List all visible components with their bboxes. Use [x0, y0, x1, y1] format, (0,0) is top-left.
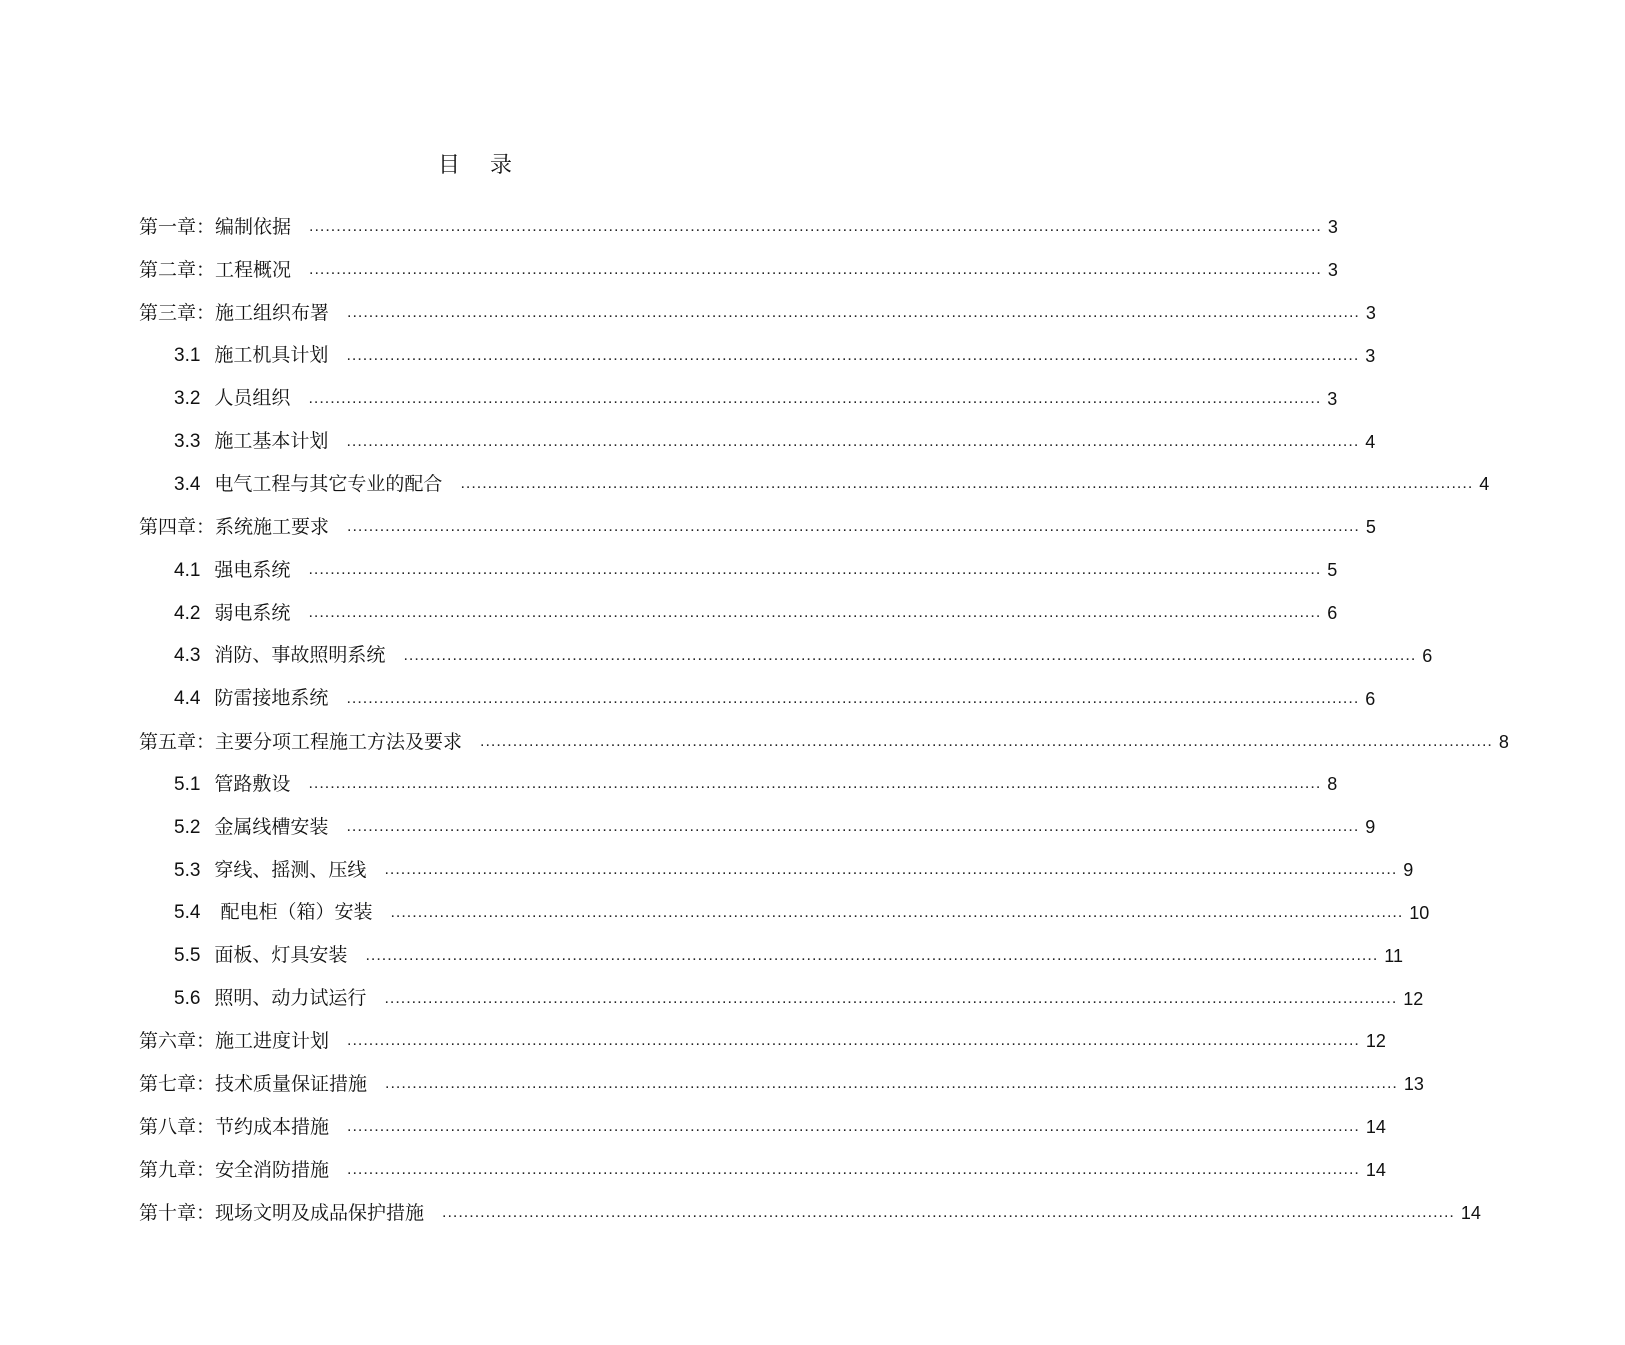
- toc-page-number: 3: [1327, 260, 1338, 281]
- toc-entry-label: [0, 463, 442, 506]
- toc-entry[interactable]: [0, 549, 1338, 592]
- toc-page-number: 6: [1365, 688, 1376, 709]
- toc-page-number: 8: [1327, 774, 1338, 795]
- toc-entry-number: 5.4: [174, 902, 201, 924]
- toc-leader-dots: ..........................................................................................................................................................................................: [442, 1203, 1455, 1221]
- toc-entry-number: 3.1: [174, 345, 201, 367]
- toc-leader-dots: ..........................................................................................................................................................................................: [346, 432, 1360, 450]
- toc-entry-text: 穿线、摇测、压线: [214, 858, 367, 881]
- toc-page-number: 12: [1365, 1031, 1386, 1052]
- toc-entry-label: [0, 334, 328, 377]
- toc-leader-dots: ..........................................................................................................................................................................................: [347, 1160, 1360, 1178]
- toc-entry[interactable]: [0, 592, 1338, 635]
- toc-entry[interactable]: [0, 249, 1338, 292]
- toc-entry-number: 4.3: [174, 645, 201, 667]
- toc-title-char-1: 目: [437, 153, 460, 178]
- toc-entry-label: [0, 977, 366, 1020]
- toc-entry-number: 3.2: [174, 388, 201, 410]
- toc-leader-dots: ..........................................................................................................................................................................................: [347, 1118, 1360, 1136]
- toc-entry-text: 防雷接地系统: [214, 687, 329, 710]
- toc-entry-text: 第五章：主要分项工程施工方法及要求: [139, 730, 463, 753]
- toc-title: [0, 148, 950, 179]
- toc-entry-text: 第八章：节约成本措施: [139, 1116, 330, 1139]
- toc-entry[interactable]: [0, 335, 1376, 378]
- toc-entry-text: 照明、动力试运行: [214, 987, 367, 1010]
- toc-page-number: 10: [1409, 902, 1430, 923]
- toc-entry[interactable]: [0, 506, 1376, 549]
- toc-entry-number: 5.5: [174, 945, 201, 967]
- toc-entry-number: 5.1: [174, 773, 201, 795]
- toc-entry-label: [0, 377, 290, 420]
- toc-entry-label: [0, 292, 329, 334]
- toc-entry-text: 第九章：安全消防措施: [139, 1158, 330, 1181]
- toc-leader-dots: ..........................................................................................................................................................................................: [308, 561, 1322, 579]
- toc-entry-text: 面板、灯具安装: [214, 944, 348, 967]
- toc-entry-text: 第三章：施工组织布署: [139, 302, 330, 325]
- toc-entry[interactable]: [0, 463, 1490, 506]
- toc-entry[interactable]: [0, 1149, 1386, 1192]
- toc-entry[interactable]: [0, 806, 1376, 849]
- toc-entry-text: 第二章：工程概况: [139, 259, 292, 282]
- toc-entry[interactable]: [0, 849, 1414, 892]
- toc-entry-text: 人员组织: [214, 387, 291, 410]
- toc-entry[interactable]: [0, 1063, 1424, 1106]
- toc-entry[interactable]: [0, 420, 1376, 463]
- toc-page-number: 13: [1403, 1074, 1424, 1095]
- toc-entry-label: [0, 592, 290, 635]
- toc-entry[interactable]: [0, 677, 1376, 720]
- toc-entry-text: 施工机具计划: [214, 344, 329, 367]
- toc-page-number: 6: [1422, 645, 1433, 666]
- toc-leader-dots: ..........................................................................................................................................................................................: [308, 389, 1322, 407]
- toc-entry[interactable]: [0, 934, 1403, 977]
- toc-entry-label: [0, 806, 328, 849]
- toc-entry[interactable]: [0, 1191, 1481, 1234]
- toc-leader-dots: ..........................................................................................................................................................................................: [309, 218, 1322, 236]
- toc-entry-label: [0, 677, 328, 720]
- toc-page-number: 14: [1365, 1117, 1386, 1138]
- toc-entry-label: [0, 1106, 329, 1148]
- toc-leader-dots: ..........................................................................................................................................................................................: [346, 346, 1360, 364]
- toc-page-number: 3: [1327, 217, 1338, 238]
- toc-page-number: 5: [1327, 560, 1338, 581]
- toc-entry-number: 4.4: [174, 688, 201, 710]
- toc-entry[interactable]: [0, 206, 1338, 249]
- toc-entry-number: 3.4: [174, 473, 201, 495]
- toc-entry-text: 消防、事故照明系统: [214, 644, 386, 667]
- toc-entry-text: 配电柜（箱）安装: [214, 901, 373, 924]
- toc-entry-number: 3.3: [174, 431, 201, 453]
- toc-entry-label: [0, 721, 462, 763]
- toc-page-number: 3: [1327, 388, 1338, 409]
- toc-leader-dots: ..........................................................................................................................................................................................: [346, 818, 1360, 836]
- toc-page-number: 14: [1365, 1159, 1386, 1180]
- toc-entry-text: 金属线槽安装: [214, 815, 329, 838]
- toc-entry-number: 5.6: [174, 988, 201, 1010]
- toc-entry[interactable]: [0, 977, 1424, 1020]
- toc-entry-label: [0, 634, 385, 677]
- toc-entry-label: [0, 549, 290, 592]
- toc-entry-label: [0, 891, 372, 934]
- toc-leader-dots: ..........................................................................................................................................................................................: [308, 775, 1322, 793]
- toc-page-number: 12: [1403, 988, 1424, 1009]
- toc-entry[interactable]: [0, 292, 1376, 335]
- toc-page-number: 4: [1365, 431, 1376, 452]
- toc-entry-label: [0, 1063, 367, 1105]
- toc-page-number: 9: [1403, 860, 1414, 881]
- toc-entry-label: [0, 420, 328, 463]
- toc-entry-label: [0, 1149, 329, 1191]
- toc-leader-dots: ..........................................................................................................................................................................................: [403, 646, 1417, 664]
- toc-page-number: 11: [1384, 945, 1403, 966]
- toc-entry[interactable]: [0, 720, 1509, 763]
- toc-entry-text: 第十章：现场文明及成品保护措施: [139, 1201, 425, 1224]
- toc-page-number: 5: [1365, 517, 1376, 538]
- toc-entry[interactable]: [0, 1106, 1386, 1149]
- toc-entry[interactable]: [0, 634, 1433, 677]
- toc-leader-dots: ..........................................................................................................................................................................................: [347, 304, 1360, 322]
- toc-entry-label: [0, 849, 366, 892]
- toc-entry-number: 5.2: [174, 816, 201, 838]
- toc-page-number: 4: [1479, 474, 1490, 495]
- toc-page-number: 3: [1365, 345, 1376, 366]
- toc-leader-dots: ..........................................................................................................................................................................................: [309, 261, 1322, 279]
- toc-leader-dots: ..........................................................................................................................................................................................: [460, 475, 1474, 493]
- toc-page-number: 6: [1327, 603, 1338, 624]
- toc-entry-text: 第一章：编制依据: [139, 216, 292, 239]
- toc-entry-number: 5.3: [174, 859, 201, 881]
- toc-entry-text: 电气工程与其它专业的配合: [214, 472, 443, 495]
- toc-leader-dots: ..........................................................................................................................................................................................: [346, 689, 1360, 707]
- toc-entry-label: [0, 763, 290, 806]
- toc-entry[interactable]: [0, 892, 1430, 935]
- toc-entry-text: 第六章：施工进度计划: [139, 1030, 330, 1053]
- toc-entry-label: [0, 506, 329, 548]
- toc-page-number: 8: [1498, 731, 1509, 752]
- toc-entry-label: [0, 1020, 329, 1062]
- toc-page-number: 14: [1460, 1202, 1481, 1223]
- toc-entry[interactable]: [0, 377, 1338, 420]
- toc-entry-number: 4.1: [174, 559, 201, 581]
- toc-entry-label: [0, 1192, 424, 1234]
- toc-entry-text: 第四章：系统施工要求: [139, 516, 330, 539]
- toc-leader-dots: ..........................................................................................................................................................................................: [384, 861, 1398, 879]
- toc-leader-dots: ..........................................................................................................................................................................................: [308, 604, 1322, 622]
- toc-page-number: 3: [1365, 303, 1376, 324]
- toc-page-number: 9: [1365, 817, 1376, 838]
- toc-list: [0, 206, 1509, 1234]
- toc-entry-text: 管路敷设: [214, 772, 291, 795]
- toc-entry-text: 强电系统: [214, 558, 291, 581]
- toc-entry-text: 弱电系统: [214, 601, 291, 624]
- toc-entry[interactable]: [0, 763, 1338, 806]
- toc-title-char-2: 录: [490, 153, 513, 178]
- toc-leader-dots: ..........................................................................................................................................................................................: [480, 732, 1493, 750]
- toc-leader-dots: ..........................................................................................................................................................................................: [347, 518, 1360, 536]
- toc-entry-text: 第七章：技术质量保证措施: [139, 1073, 368, 1096]
- toc-leader-dots: ..........................................................................................................................................................................................: [365, 946, 1379, 964]
- toc-leader-dots: ..........................................................................................................................................................................................: [390, 903, 1404, 921]
- toc-leader-dots: ..........................................................................................................................................................................................: [385, 1075, 1398, 1093]
- toc-entry-label: [0, 249, 291, 291]
- toc-entry-text: 施工基本计划: [214, 430, 329, 453]
- toc-entry-label: [0, 934, 347, 977]
- toc-entry-number: 4.2: [174, 602, 201, 624]
- toc-entry-label: [0, 206, 291, 248]
- toc-leader-dots: ..........................................................................................................................................................................................: [384, 989, 1398, 1007]
- toc-leader-dots: ..........................................................................................................................................................................................: [347, 1032, 1360, 1050]
- toc-entry[interactable]: [0, 1020, 1386, 1063]
